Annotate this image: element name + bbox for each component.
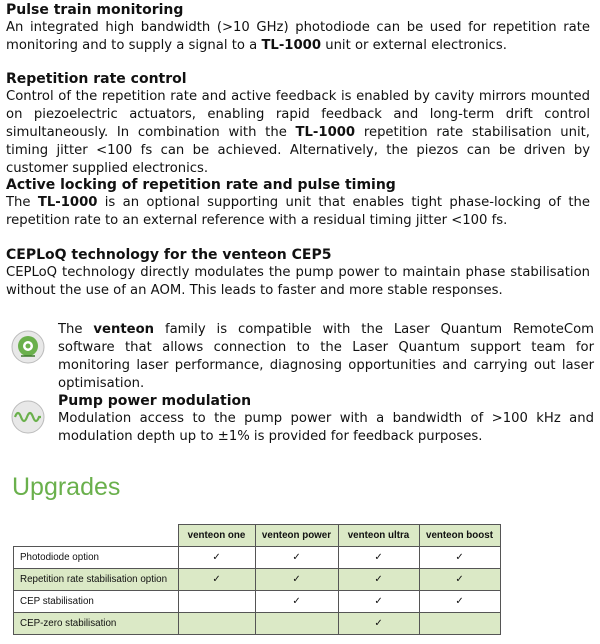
upgrades-title: Upgrades xyxy=(12,473,121,501)
row-label: CEP stabilisation xyxy=(14,591,179,613)
section-body: Control of the repetition rate and active feedback is enabled by cavity mirrors mounted on piezoelectric actuators, enabling rapid feedback and long-term drift control simultaneously. In combination with the TL-1000 repetition rate stabilisation unit, timing jitter <100 fs can be achieved. Alternatively, the piezos can be driven by customer supplied electronics. xyxy=(6,89,590,176)
pump-power-block xyxy=(10,393,594,449)
check-cell xyxy=(178,591,255,613)
pump-power-text: Modulation access to the pump power with a bandwidth of >100 kHz and modulation depth up to ±1% is provided for feedback purposes. xyxy=(58,411,594,444)
section-heading: Active locking of repetition rate and pulse timing xyxy=(6,177,396,193)
section-active-locking xyxy=(6,177,590,230)
check-cell: ✓ xyxy=(338,547,419,569)
pump-power-heading: Pump power modulation xyxy=(58,393,252,409)
section-body: CEPLoQ technology directly modulates the pump power to maintain phase stabilisation without the use of an AOM. This leads to faster and more stable responses. xyxy=(6,265,590,298)
column-header: venteon boost xyxy=(419,525,500,547)
table-row xyxy=(14,569,501,591)
check-cell: ✓ xyxy=(338,613,419,635)
remotecom-app-icon xyxy=(10,329,46,365)
waveform-icon xyxy=(10,399,46,435)
column-header: venteon power xyxy=(255,525,338,547)
check-cell: ✓ xyxy=(255,591,338,613)
check-cell: ✓ xyxy=(419,569,500,591)
check-cell: ✓ xyxy=(419,547,500,569)
check-cell: ✓ xyxy=(338,591,419,613)
section-body: An integrated high bandwidth (>10 GHz) photodiode can be used for repetition rate monitoring and to supply a signal to a TL-1000 unit or external electronics. xyxy=(6,20,590,53)
column-header: venteon ultra xyxy=(338,525,419,547)
upgrades-table xyxy=(13,524,501,635)
table-corner xyxy=(14,525,179,547)
check-cell: ✓ xyxy=(338,569,419,591)
table-row xyxy=(14,591,501,613)
remotecom-block xyxy=(10,321,594,391)
section-repetition-rate-control xyxy=(6,71,590,178)
check-cell: ✓ xyxy=(255,569,338,591)
remotecom-text: The venteon family is compatible with the Laser Quantum RemoteCom software that allows connection to the Laser Quantum support team for monitoring laser performance, diagnosing opportunities and carrying out laser optimisation. xyxy=(58,322,594,391)
section-ceploq xyxy=(6,247,590,300)
section-heading: Pulse train monitoring xyxy=(6,2,184,18)
section-pulse-train xyxy=(6,2,590,55)
check-cell: ✓ xyxy=(255,547,338,569)
check-cell xyxy=(419,613,500,635)
row-label: CEP-zero stabilisation xyxy=(14,613,179,635)
pump-power-content xyxy=(58,393,594,446)
table-row xyxy=(14,613,501,635)
table-header-row xyxy=(14,525,501,547)
check-cell xyxy=(255,613,338,635)
row-label: Repetition rate stabilisation option xyxy=(14,569,179,591)
section-heading: Repetition rate control xyxy=(6,71,187,87)
row-label: Photodiode option xyxy=(14,547,179,569)
check-cell xyxy=(178,613,255,635)
section-heading: CEPLoQ technology for the venteon CEP5 xyxy=(6,247,332,263)
check-cell: ✓ xyxy=(178,547,255,569)
check-cell: ✓ xyxy=(419,591,500,613)
check-cell: ✓ xyxy=(178,569,255,591)
column-header: venteon one xyxy=(178,525,255,547)
section-body: The TL-1000 is an optional supporting unit that enables tight phase-locking of the repetition rate to an external reference with a residual timing jitter <100 fs. xyxy=(6,195,590,228)
table-row xyxy=(14,547,501,569)
